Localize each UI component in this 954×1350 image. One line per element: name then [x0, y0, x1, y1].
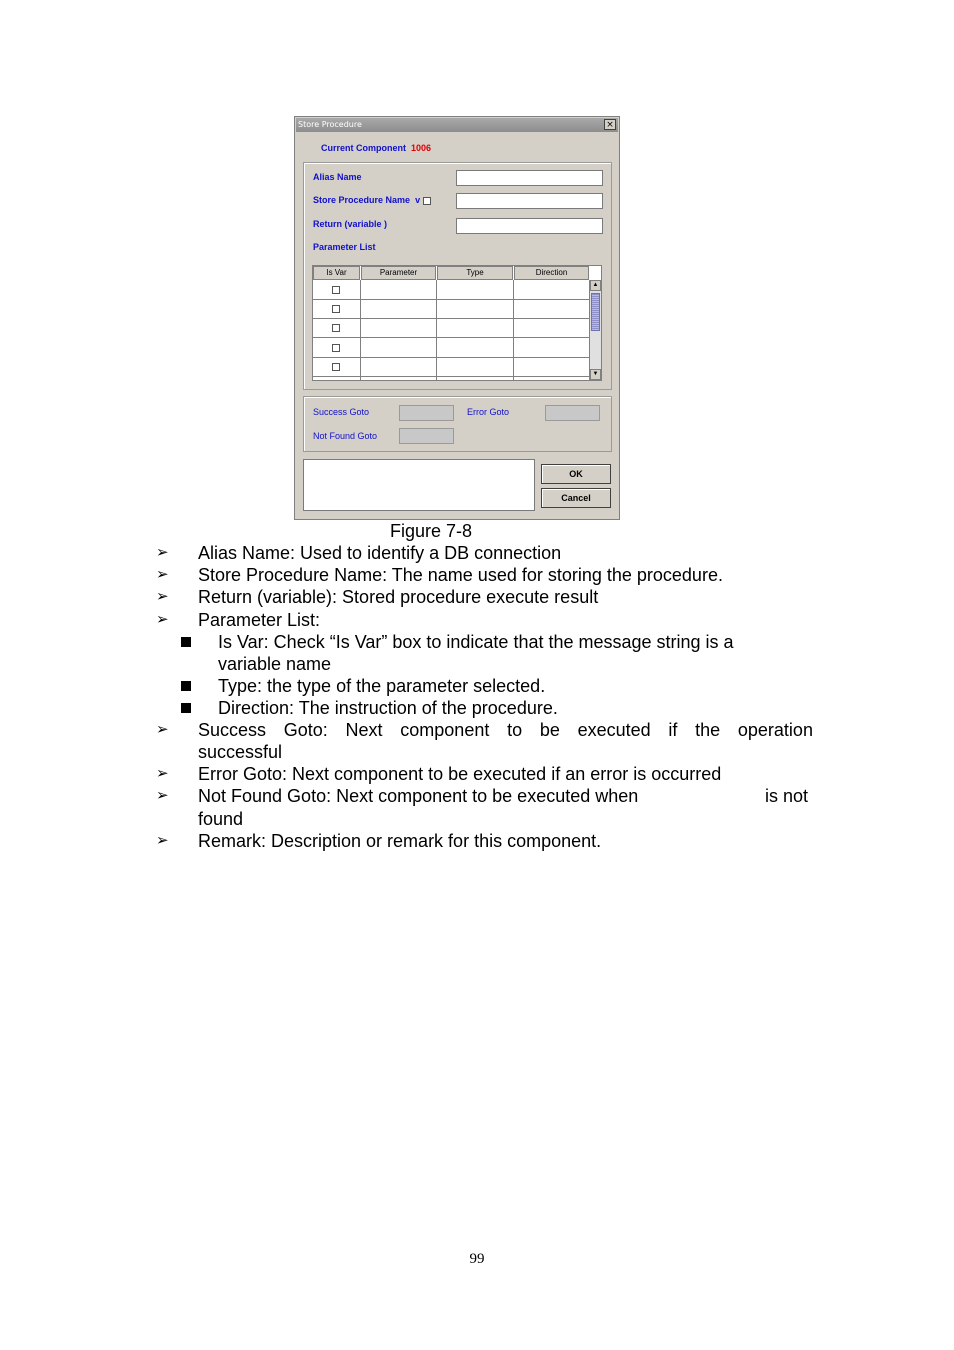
list-item-not-found-goto-tail: is not [765, 786, 809, 806]
error-goto-label: Error Goto [467, 407, 510, 417]
arrow-bullet-icon: ➢ [156, 787, 169, 804]
current-component-label: Current Component 1006 [321, 143, 432, 153]
dialog-title: Store Procedure [298, 120, 362, 129]
square-bullet-icon [181, 703, 191, 713]
not-found-goto-field[interactable] [399, 428, 454, 444]
list-item-store: Store Procedure Name: The name used for storing the procedure. [198, 565, 723, 585]
list-item-not-found-goto-line2: found [198, 809, 244, 829]
column-header-direction[interactable]: Direction [514, 266, 589, 280]
table-row[interactable] [313, 339, 589, 358]
list-item-success-goto-line2: successful [198, 742, 283, 762]
column-header-type[interactable]: Type [437, 266, 513, 280]
table-row[interactable] [313, 300, 589, 319]
list-item-remark: Remark: Description or remark for this component. [198, 831, 602, 851]
scroll-down-icon[interactable]: ▼ [590, 369, 601, 380]
arrow-bullet-icon: ➢ [156, 611, 169, 628]
column-header-is-var[interactable]: Is Var [313, 266, 360, 280]
scroll-up-icon[interactable]: ▲ [590, 280, 601, 291]
return-variable-input[interactable] [456, 218, 603, 234]
success-goto-label: Success Goto [313, 407, 370, 417]
is-var-checkbox[interactable] [332, 344, 340, 352]
is-var-checkbox[interactable] [332, 363, 340, 371]
cancel-button[interactable]: Cancel [541, 488, 611, 508]
arrow-bullet-icon: ➢ [156, 832, 169, 849]
return-variable-label: Return (variable ) [313, 219, 388, 229]
success-goto-field[interactable] [399, 405, 454, 421]
table-row[interactable] [313, 319, 589, 338]
arrow-bullet-icon: ➢ [156, 721, 169, 738]
sub-item-type: Type: the type of the parameter selected. [218, 676, 546, 696]
arrow-bullet-icon: ➢ [156, 544, 169, 561]
alias-name-input[interactable] [456, 170, 603, 186]
is-var-checkbox[interactable] [332, 305, 340, 313]
table-row[interactable] [313, 358, 589, 377]
dialog-title-bar [296, 118, 618, 132]
store-procedure-name-input[interactable] [456, 193, 603, 209]
alias-name-label: Alias Name [313, 172, 362, 182]
arrow-bullet-icon: ➢ [156, 566, 169, 583]
table-scrollbar[interactable] [589, 280, 601, 380]
error-goto-field[interactable] [545, 405, 600, 421]
column-header-parameter[interactable]: Parameter [361, 266, 436, 280]
list-item-parameter-list: Parameter List: [198, 610, 321, 630]
store-procedure-var-checkbox[interactable] [423, 197, 431, 205]
arrow-bullet-icon: ➢ [156, 588, 169, 605]
parameter-table [312, 265, 602, 381]
remark-textarea[interactable] [303, 459, 535, 511]
v-label: v [415, 195, 421, 205]
list-item-success-goto-line1: Success Goto: Next component to be executed if the operation [198, 720, 813, 740]
store-procedure-name-label: Store Procedure Name v [313, 195, 431, 205]
sub-item-direction: Direction: The instruction of the procedure. [218, 698, 558, 718]
not-found-goto-label: Not Found Goto [313, 431, 378, 441]
ok-button[interactable]: OK [541, 464, 611, 484]
page-number: 99 [469, 1251, 485, 1267]
list-item-error-goto: Error Goto: Next component to be executed if an error is occurred [198, 764, 722, 784]
list-item-not-found-goto-line1: Not Found Goto: Next component to be executed when [198, 786, 639, 806]
table-row[interactable] [313, 281, 589, 300]
list-item-return: Return (variable): Stored procedure execute result [198, 587, 599, 607]
figure-caption: Figure 7-8 [390, 521, 473, 541]
is-var-checkbox[interactable] [332, 286, 340, 294]
close-icon[interactable]: × [604, 119, 616, 130]
current-component-value: 1006 [411, 143, 432, 153]
list-item-alias: Alias Name: Used to identify a DB connection [198, 543, 562, 563]
square-bullet-icon [181, 681, 191, 691]
parameter-list-label: Parameter List [313, 242, 376, 252]
scroll-thumb[interactable] [591, 293, 600, 331]
is-var-checkbox[interactable] [332, 324, 340, 332]
sub-item-is-var-line1: Is Var: Check “Is Var” box to indicate that the message string is a [218, 632, 734, 652]
square-bullet-icon [181, 637, 191, 647]
sub-item-is-var-line2: variable name [218, 654, 332, 674]
arrow-bullet-icon: ➢ [156, 765, 169, 782]
